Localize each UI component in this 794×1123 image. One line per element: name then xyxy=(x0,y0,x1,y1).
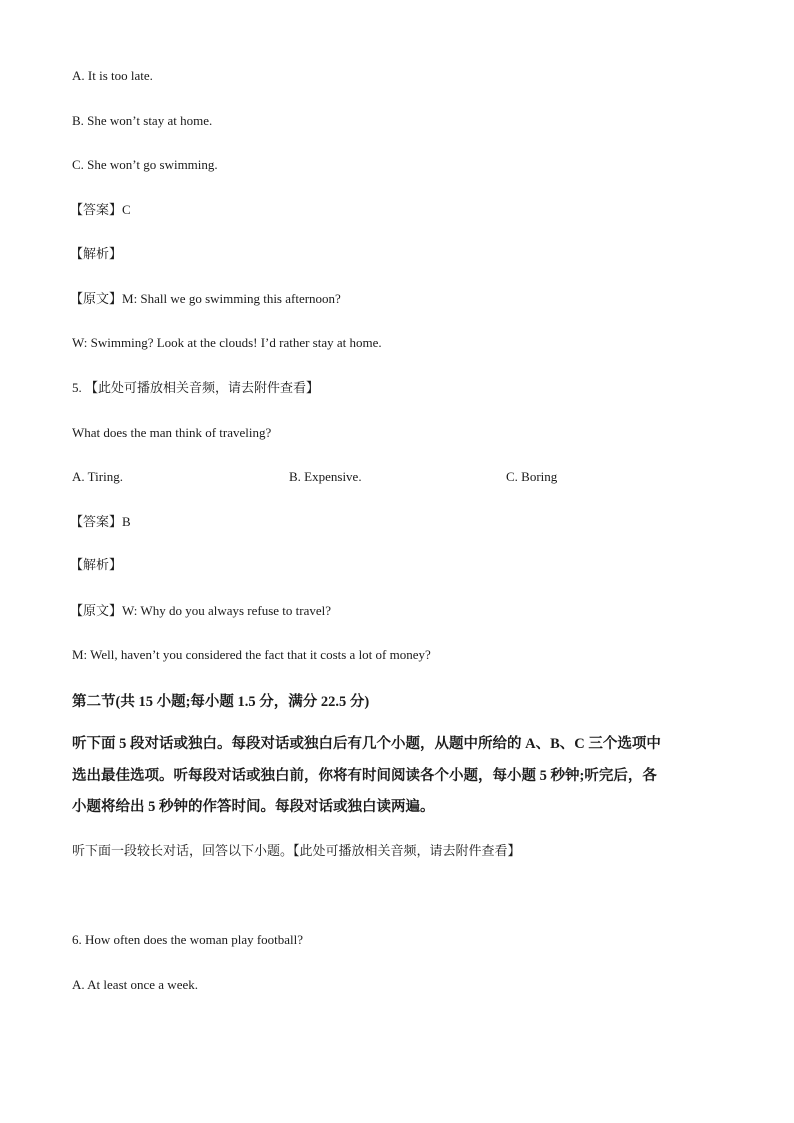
q5-option-a: A. Tiring. xyxy=(72,469,123,484)
q4-option-b: B. She won’t stay at home. xyxy=(72,113,213,128)
section2-listen-note: 听下面一段较长对话，回答以下小题。【此处可播放相关音频，请去附件查看】 xyxy=(72,844,521,859)
q4-script-line2: W: Swimming? Look at the clouds! I’d rather stay at home. xyxy=(72,335,382,350)
q5-script-line1 xyxy=(70,602,331,621)
q4-option-c: C. She won’t go swimming. xyxy=(72,157,218,172)
q4-script-text1: M: Shall we go swimming this afternoon? xyxy=(122,291,341,306)
section2-instructions xyxy=(72,729,724,824)
q4-option-a: A. It is too late. xyxy=(72,68,153,83)
q5-number: 5. xyxy=(72,380,85,395)
section2-instruction-line1: 听下面 5 段对话或独白。每段对话或独白后有几个小题，从题中所给的 A、B、C 三个选项中 xyxy=(72,736,661,752)
q4-script-label: 【原文】 xyxy=(70,292,123,307)
q4-answer xyxy=(70,201,131,220)
q5-answer-label: 【答案】 xyxy=(70,515,123,530)
q5-option-b: B. Expensive. xyxy=(289,469,362,484)
q4-analysis-label: 【解析】 xyxy=(70,247,123,262)
q5-script-label: 【原文】 xyxy=(70,604,123,619)
q5-answer-value: B xyxy=(122,514,131,529)
section2-instruction-line2: 选出最佳选项。听每段对话或独白前，你将有时间阅读各个小题，每小题 5 秒钟;听完后，各 xyxy=(72,767,657,784)
q4-script-line1 xyxy=(70,290,341,309)
q5-analysis-label: 【解析】 xyxy=(70,558,123,573)
q5-audio-note: 【此处可播放相关音频，请去附件查看】 xyxy=(85,381,320,396)
q5-question: What does the man think of traveling? xyxy=(72,425,272,440)
q5-script-line2: M: Well, haven’t you considered the fact that it costs a lot of money? xyxy=(72,647,431,662)
q5-header xyxy=(72,379,319,398)
q5-answer xyxy=(70,513,131,532)
q5-script-text1: W: Why do you always refuse to travel? xyxy=(122,603,332,618)
q4-answer-label: 【答案】 xyxy=(70,203,123,218)
q5-option-c: C. Boring xyxy=(506,469,558,484)
section2-heading: 第二节(共 15 小题;每小题 1.5 分，满分 22.5 分) xyxy=(72,694,370,710)
section2-instruction-line3: 小题将给出 5 秒钟的作答时间。每段对话或独白读两遍。 xyxy=(72,799,435,815)
q4-answer-value: C xyxy=(122,202,131,217)
q6-question: 6. How often does the woman play football? xyxy=(72,932,304,947)
q6-option-a: A. At least once a week. xyxy=(72,977,198,992)
